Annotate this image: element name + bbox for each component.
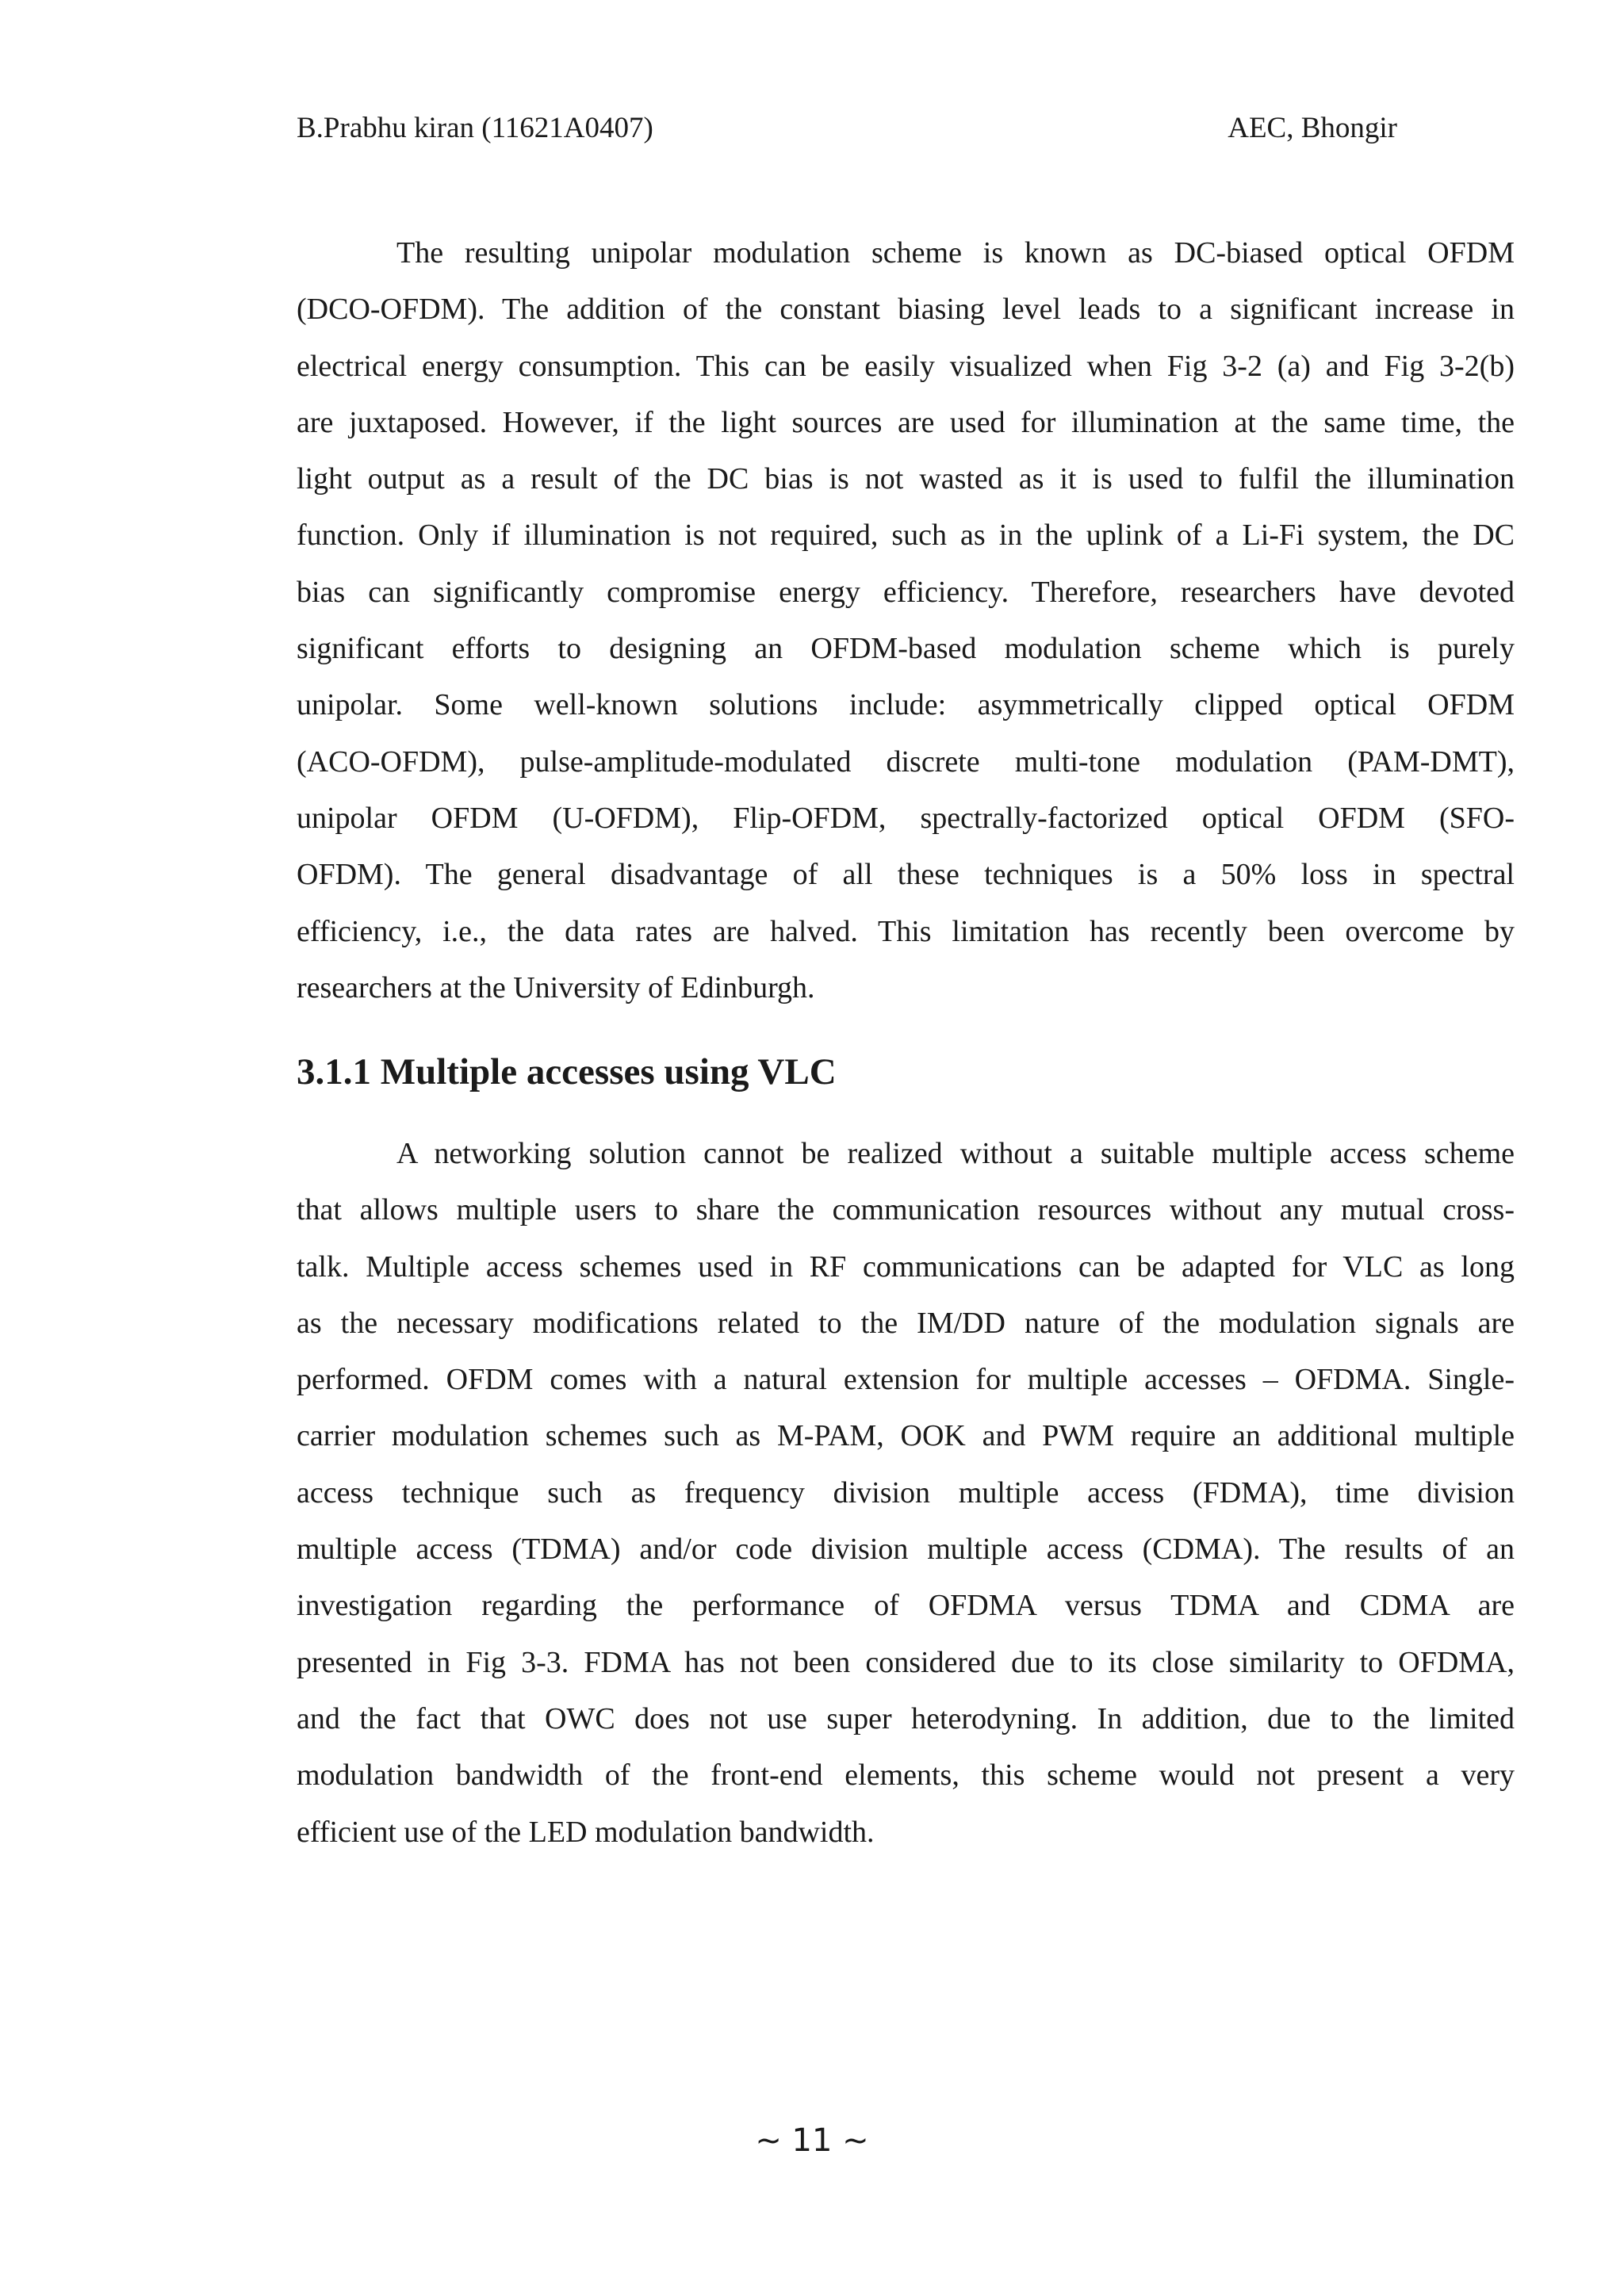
paragraph-1 <box>297 225 1515 1016</box>
paragraph-line: carrier modulation schemes such as M-PAM, OOK and PWM require an additional multiple <box>297 1419 1515 1453</box>
paragraph-line: multiple access (TDMA) and/or code division multiple access (CDMA). The results of an <box>297 1533 1515 1567</box>
paragraph-line: OFDM). The general disadvantage of all these techniques is a 50% loss in spectral <box>297 858 1515 892</box>
paragraph-line: A networking solution cannot be realized without a suitable multiple access scheme <box>396 1137 1515 1170</box>
header-author: B.Prabhu kiran (11621A0407) <box>297 112 653 144</box>
paragraph-line: performed. OFDM comes with a natural extension for multiple accesses – OFDMA. Single- <box>297 1363 1515 1397</box>
page-number: ~ 11 ~ <box>755 2122 869 2159</box>
paragraph-line: access technique such as frequency division multiple access (FDMA), time division <box>297 1475 1515 1510</box>
paragraph-line: talk. Multiple access schemes used in RF communications can be adapted for VLC as long <box>297 1249 1515 1284</box>
paragraph-line: (DCO-OFDM). The addition of the constant biasing level leads to a significant increase in <box>297 293 1515 327</box>
paragraph-line: significant efforts to designing an OFDM-based modulation scheme which is purely <box>297 632 1515 666</box>
paragraph-line: investigation regarding the performance of OFDMA versus TDMA and CDMA are <box>297 1589 1515 1623</box>
paragraph-line: modulation bandwidth of the front-end elements, this scheme would not present a very <box>297 1758 1515 1793</box>
paragraph-line: and the fact that OWC does not use super heterodyning. In addition, due to the limited <box>297 1701 1515 1735</box>
paragraph-line: (ACO-OFDM), pulse-amplitude-modulated discrete multi-tone modulation (PAM-DMT), <box>297 744 1515 779</box>
paragraph-line: function. Only if illumination is not required, such as in the uplink of a Li-Fi system, the DC <box>297 519 1515 553</box>
paragraph-line: that allows multiple users to share the communication resources without any mutual cross- <box>297 1193 1515 1227</box>
paragraph-line: efficiency, i.e., the data rates are halved. This limitation has recently been overcome by <box>297 914 1515 948</box>
paragraph-line: are juxtaposed. However, if the light sources are used for illumination at the same time, the <box>297 405 1515 439</box>
paragraph-line: unipolar OFDM (U-OFDM), Flip-OFDM, spectrally-factorized optical OFDM (SFO- <box>297 801 1515 835</box>
section-heading: 3.1.1 Multiple accesses using VLC <box>297 1051 837 1093</box>
paragraph-line: light output as a result of the DC bias is not wasted as it is used to fulfil the illumination <box>297 462 1515 496</box>
header-institution: AEC, Bhongir <box>1228 112 1397 144</box>
paragraph-line: unipolar. Some well-known solutions include: asymmetrically clipped optical OFDM <box>297 688 1515 722</box>
page-header <box>297 109 1397 147</box>
paragraph-line: efficient use of the LED modulation bandwidth. <box>297 1815 875 1849</box>
paragraph-line: electrical energy consumption. This can be easily visualized when Fig 3-2 (a) and Fig 3-2(b) <box>297 349 1515 383</box>
paragraph-line: presented in Fig 3-3. FDMA has not been considered due to its close similarity to OFDMA, <box>297 1645 1515 1679</box>
paragraph-2 <box>297 1126 1515 1861</box>
paragraph-line: bias can significantly compromise energy efficiency. Therefore, researchers have devoted <box>297 575 1515 609</box>
paragraph-line: as the necessary modifications related to the IM/DD nature of the modulation signals are <box>297 1306 1515 1340</box>
paragraph-line: researchers at the University of Edinburgh. <box>297 970 815 1004</box>
paragraph-line: The resulting unipolar modulation scheme is known as DC-biased optical OFDM <box>396 236 1515 270</box>
